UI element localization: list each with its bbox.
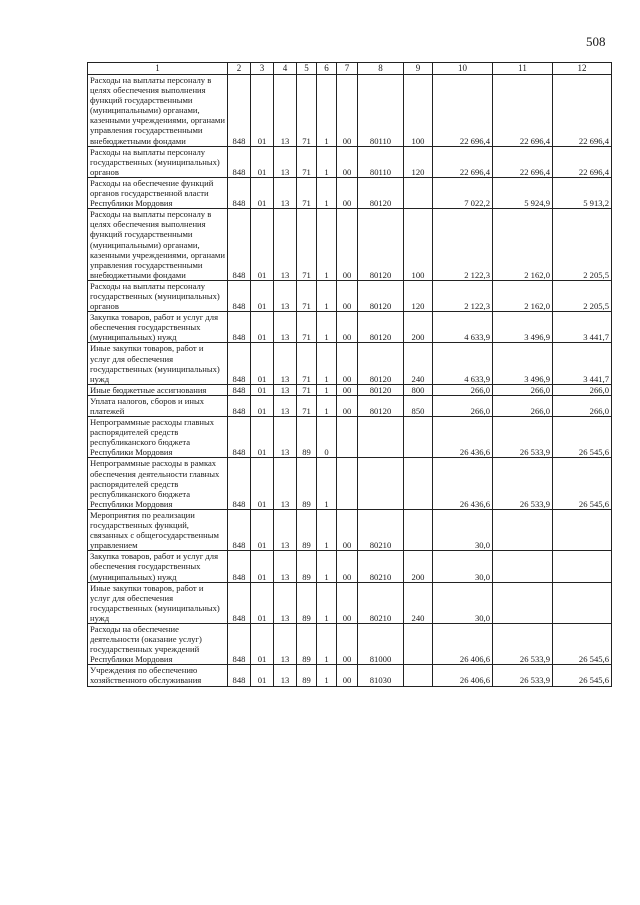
program-code-cell: 89	[297, 417, 317, 458]
amount-year3-cell	[553, 551, 612, 582]
expense-type-code-cell: 240	[404, 582, 433, 623]
amount-year2-cell: 26 533,9	[493, 417, 553, 458]
ministry-code-cell: 848	[228, 582, 251, 623]
ministry-code-cell: 848	[228, 458, 251, 509]
amount-year2-cell: 22 696,4	[493, 146, 553, 177]
direction-code-cell: 80120	[358, 384, 404, 395]
event-code-cell: 00	[337, 509, 358, 550]
expense-name-cell: Расходы на обеспечение деятельности (оказание услуг) государственных учреждений Республики Мордовия	[88, 623, 228, 664]
expense-type-code-cell	[404, 623, 433, 664]
column-header: 5	[297, 63, 317, 75]
subprogram-code-cell: 1	[317, 177, 337, 208]
subprogram-code-cell: 1	[317, 384, 337, 395]
expense-name-cell: Закупка товаров, работ и услуг для обеспечения государственных (муниципальных) нужд	[88, 551, 228, 582]
ministry-code-cell: 848	[228, 312, 251, 343]
subsection-code-cell: 13	[274, 343, 297, 384]
subprogram-code-cell: 1	[317, 458, 337, 509]
ministry-code-cell: 848	[228, 665, 251, 686]
program-code-cell: 71	[297, 384, 317, 395]
amount-year2-cell	[493, 509, 553, 550]
amount-year1-cell: 22 696,4	[433, 146, 493, 177]
section-code-cell: 01	[251, 75, 274, 147]
amount-year3-cell	[553, 509, 612, 550]
expense-type-code-cell: 800	[404, 384, 433, 395]
amount-year1-cell: 30,0	[433, 509, 493, 550]
ministry-code-cell: 848	[228, 280, 251, 311]
subprogram-code-cell: 1	[317, 75, 337, 147]
amount-year1-cell: 26 406,6	[433, 623, 493, 664]
expense-name-cell: Непрограммные расходы главных распорядителей средств республиканского бюджета Республики Мордовия	[88, 417, 228, 458]
amount-year1-cell: 30,0	[433, 582, 493, 623]
program-code-cell: 89	[297, 665, 317, 686]
subprogram-code-cell: 1	[317, 623, 337, 664]
event-code-cell: 00	[337, 384, 358, 395]
table-row	[88, 582, 612, 623]
event-code-cell: 00	[337, 665, 358, 686]
table-row	[88, 146, 612, 177]
amount-year3-cell: 26 545,6	[553, 458, 612, 509]
subsection-code-cell: 13	[274, 623, 297, 664]
amount-year2-cell	[493, 551, 553, 582]
expense-type-code-cell	[404, 417, 433, 458]
subsection-code-cell: 13	[274, 417, 297, 458]
amount-year2-cell: 26 533,9	[493, 665, 553, 686]
amount-year3-cell: 2 205,5	[553, 209, 612, 281]
expense-name-cell: Расходы на выплаты персоналу государственных (муниципальных) органов	[88, 146, 228, 177]
direction-code-cell: 80120	[358, 312, 404, 343]
amount-year2-cell: 2 162,0	[493, 209, 553, 281]
subsection-code-cell: 13	[274, 146, 297, 177]
event-code-cell	[337, 417, 358, 458]
amount-year1-cell: 4 633,9	[433, 343, 493, 384]
section-code-cell: 01	[251, 551, 274, 582]
table-row	[88, 177, 612, 208]
event-code-cell: 00	[337, 146, 358, 177]
expense-name-cell: Иные закупки товаров, работ и услуг для обеспечения государственных (муниципальных) нужд	[88, 582, 228, 623]
section-code-cell: 01	[251, 312, 274, 343]
program-code-cell: 71	[297, 75, 317, 147]
event-code-cell: 00	[337, 312, 358, 343]
section-code-cell: 01	[251, 623, 274, 664]
ministry-code-cell: 848	[228, 395, 251, 416]
expense-name-cell: Уплата налогов, сборов и иных платежей	[88, 395, 228, 416]
event-code-cell: 00	[337, 582, 358, 623]
amount-year3-cell: 22 696,4	[553, 146, 612, 177]
amount-year2-cell: 5 924,9	[493, 177, 553, 208]
expense-type-code-cell	[404, 458, 433, 509]
ministry-code-cell: 848	[228, 146, 251, 177]
amount-year1-cell: 30,0	[433, 551, 493, 582]
amount-year2-cell: 22 696,4	[493, 75, 553, 147]
expense-name-cell: Расходы на выплаты персоналу в целях обеспечения выполнения функций государственными (муниципальными) органами, казенными учреждениями, органами управления государственными внебюджетными фондами	[88, 75, 228, 147]
amount-year3-cell: 3 441,7	[553, 312, 612, 343]
expense-name-cell: Непрограммные расходы в рамках обеспечения деятельности главных распорядителей средств республиканского бюджета Республики Мордовия	[88, 458, 228, 509]
amount-year3-cell: 266,0	[553, 395, 612, 416]
table-row	[88, 551, 612, 582]
ministry-code-cell: 848	[228, 75, 251, 147]
subsection-code-cell: 13	[274, 280, 297, 311]
ministry-code-cell: 848	[228, 551, 251, 582]
ministry-code-cell: 848	[228, 343, 251, 384]
subprogram-code-cell: 1	[317, 551, 337, 582]
amount-year3-cell: 22 696,4	[553, 75, 612, 147]
amount-year1-cell: 7 022,2	[433, 177, 493, 208]
ministry-code-cell: 848	[228, 209, 251, 281]
page-number: 508	[586, 34, 606, 49]
subprogram-code-cell: 1	[317, 146, 337, 177]
subsection-code-cell: 13	[274, 395, 297, 416]
column-header: 10	[433, 63, 493, 75]
expense-type-code-cell	[404, 665, 433, 686]
table-row	[88, 417, 612, 458]
ministry-code-cell: 848	[228, 509, 251, 550]
amount-year1-cell: 2 122,3	[433, 280, 493, 311]
expense-type-code-cell: 120	[404, 280, 433, 311]
amount-year1-cell: 266,0	[433, 395, 493, 416]
program-code-cell: 71	[297, 343, 317, 384]
expense-type-code-cell: 850	[404, 395, 433, 416]
table-row	[88, 280, 612, 311]
subprogram-code-cell: 1	[317, 665, 337, 686]
program-code-cell: 89	[297, 582, 317, 623]
budget-table	[87, 62, 612, 687]
section-code-cell: 01	[251, 343, 274, 384]
amount-year3-cell: 3 441,7	[553, 343, 612, 384]
event-code-cell: 00	[337, 75, 358, 147]
ministry-code-cell: 848	[228, 384, 251, 395]
amount-year2-cell: 3 496,9	[493, 343, 553, 384]
subsection-code-cell: 13	[274, 177, 297, 208]
event-code-cell	[337, 458, 358, 509]
amount-year1-cell: 2 122,3	[433, 209, 493, 281]
program-code-cell: 71	[297, 146, 317, 177]
column-header: 8	[358, 63, 404, 75]
event-code-cell: 00	[337, 177, 358, 208]
subsection-code-cell: 13	[274, 312, 297, 343]
subprogram-code-cell: 1	[317, 395, 337, 416]
amount-year2-cell: 266,0	[493, 384, 553, 395]
direction-code-cell: 81000	[358, 623, 404, 664]
program-code-cell: 71	[297, 209, 317, 281]
direction-code-cell: 80110	[358, 75, 404, 147]
subsection-code-cell: 13	[274, 458, 297, 509]
expense-type-code-cell	[404, 177, 433, 208]
section-code-cell: 01	[251, 458, 274, 509]
expense-type-code-cell: 240	[404, 343, 433, 384]
expense-type-code-cell: 200	[404, 312, 433, 343]
column-header: 1	[88, 63, 228, 75]
subprogram-code-cell: 1	[317, 280, 337, 311]
program-code-cell: 89	[297, 551, 317, 582]
subsection-code-cell: 13	[274, 209, 297, 281]
section-code-cell: 01	[251, 280, 274, 311]
subprogram-code-cell: 0	[317, 417, 337, 458]
event-code-cell: 00	[337, 551, 358, 582]
section-code-cell: 01	[251, 209, 274, 281]
subprogram-code-cell: 1	[317, 582, 337, 623]
amount-year2-cell: 2 162,0	[493, 280, 553, 311]
column-header: 11	[493, 63, 553, 75]
expense-name-cell: Учреждения по обеспечению хозяйственного обслуживания	[88, 665, 228, 686]
direction-code-cell: 80120	[358, 343, 404, 384]
direction-code-cell: 81030	[358, 665, 404, 686]
program-code-cell: 89	[297, 623, 317, 664]
subsection-code-cell: 13	[274, 665, 297, 686]
subprogram-code-cell: 1	[317, 209, 337, 281]
amount-year2-cell: 26 533,9	[493, 623, 553, 664]
amount-year2-cell: 3 496,9	[493, 312, 553, 343]
subsection-code-cell: 13	[274, 75, 297, 147]
event-code-cell: 00	[337, 280, 358, 311]
section-code-cell: 01	[251, 665, 274, 686]
subsection-code-cell: 13	[274, 582, 297, 623]
ministry-code-cell: 848	[228, 177, 251, 208]
column-header: 3	[251, 63, 274, 75]
section-code-cell: 01	[251, 582, 274, 623]
direction-code-cell: 80120	[358, 177, 404, 208]
table-row	[88, 458, 612, 509]
amount-year3-cell: 5 913,2	[553, 177, 612, 208]
column-header: 12	[553, 63, 612, 75]
amount-year2-cell	[493, 582, 553, 623]
column-header: 9	[404, 63, 433, 75]
amount-year3-cell: 2 205,5	[553, 280, 612, 311]
amount-year1-cell: 266,0	[433, 384, 493, 395]
amount-year1-cell: 26 406,6	[433, 665, 493, 686]
expense-type-code-cell: 100	[404, 209, 433, 281]
section-code-cell: 01	[251, 509, 274, 550]
expense-name-cell: Расходы на выплаты персоналу в целях обеспечения выполнения функций государственными (муниципальными) органами, казенными учреждениями, органами управления государственными внебюджетными фондами	[88, 209, 228, 281]
amount-year1-cell: 4 633,9	[433, 312, 493, 343]
table-row	[88, 312, 612, 343]
direction-code-cell: 80110	[358, 146, 404, 177]
table-row	[88, 665, 612, 686]
table-row	[88, 623, 612, 664]
program-code-cell: 71	[297, 312, 317, 343]
event-code-cell: 00	[337, 395, 358, 416]
subsection-code-cell: 13	[274, 551, 297, 582]
column-header: 2	[228, 63, 251, 75]
program-code-cell: 89	[297, 509, 317, 550]
table-row	[88, 75, 612, 147]
expense-name-cell: Иные закупки товаров, работ и услуг для обеспечения государственных (муниципальных) нужд	[88, 343, 228, 384]
expense-name-cell: Мероприятия по реализации государственных функций, связанных с общегосударственным управлением	[88, 509, 228, 550]
column-header: 4	[274, 63, 297, 75]
amount-year3-cell	[553, 582, 612, 623]
section-code-cell: 01	[251, 177, 274, 208]
direction-code-cell: 80120	[358, 280, 404, 311]
direction-code-cell: 80210	[358, 582, 404, 623]
expense-name-cell: Закупка товаров, работ и услуг для обеспечения государственных (муниципальных) нужд	[88, 312, 228, 343]
column-header: 7	[337, 63, 358, 75]
program-code-cell: 71	[297, 280, 317, 311]
direction-code-cell: 80210	[358, 509, 404, 550]
program-code-cell: 71	[297, 177, 317, 208]
program-code-cell: 89	[297, 458, 317, 509]
table-row	[88, 384, 612, 395]
direction-code-cell: 80120	[358, 209, 404, 281]
expense-type-code-cell: 100	[404, 75, 433, 147]
expense-type-code-cell	[404, 509, 433, 550]
amount-year3-cell: 266,0	[553, 384, 612, 395]
amount-year2-cell: 26 533,9	[493, 458, 553, 509]
ministry-code-cell: 848	[228, 623, 251, 664]
expense-name-cell: Иные бюджетные ассигнования	[88, 384, 228, 395]
column-header: 6	[317, 63, 337, 75]
ministry-code-cell: 848	[228, 417, 251, 458]
section-code-cell: 01	[251, 395, 274, 416]
program-code-cell: 71	[297, 395, 317, 416]
table-row	[88, 509, 612, 550]
subsection-code-cell: 13	[274, 509, 297, 550]
direction-code-cell: 80120	[358, 395, 404, 416]
amount-year2-cell: 266,0	[493, 395, 553, 416]
amount-year3-cell: 26 545,6	[553, 417, 612, 458]
expense-name-cell: Расходы на обеспечение функций органов государственной власти Республики Мордовия	[88, 177, 228, 208]
event-code-cell: 00	[337, 209, 358, 281]
direction-code-cell	[358, 458, 404, 509]
subprogram-code-cell: 1	[317, 509, 337, 550]
direction-code-cell: 80210	[358, 551, 404, 582]
table-row	[88, 209, 612, 281]
header-row	[88, 63, 612, 75]
event-code-cell: 00	[337, 343, 358, 384]
amount-year3-cell: 26 545,6	[553, 623, 612, 664]
amount-year3-cell: 26 545,6	[553, 665, 612, 686]
subsection-code-cell: 13	[274, 384, 297, 395]
amount-year1-cell: 22 696,4	[433, 75, 493, 147]
direction-code-cell	[358, 417, 404, 458]
table-row	[88, 395, 612, 416]
section-code-cell: 01	[251, 146, 274, 177]
expense-type-code-cell: 120	[404, 146, 433, 177]
amount-year1-cell: 26 436,6	[433, 458, 493, 509]
amount-year1-cell: 26 436,6	[433, 417, 493, 458]
section-code-cell: 01	[251, 417, 274, 458]
subprogram-code-cell: 1	[317, 312, 337, 343]
subprogram-code-cell: 1	[317, 343, 337, 384]
expense-type-code-cell: 200	[404, 551, 433, 582]
event-code-cell: 00	[337, 623, 358, 664]
table-row	[88, 343, 612, 384]
expense-name-cell: Расходы на выплаты персоналу государственных (муниципальных) органов	[88, 280, 228, 311]
section-code-cell: 01	[251, 384, 274, 395]
